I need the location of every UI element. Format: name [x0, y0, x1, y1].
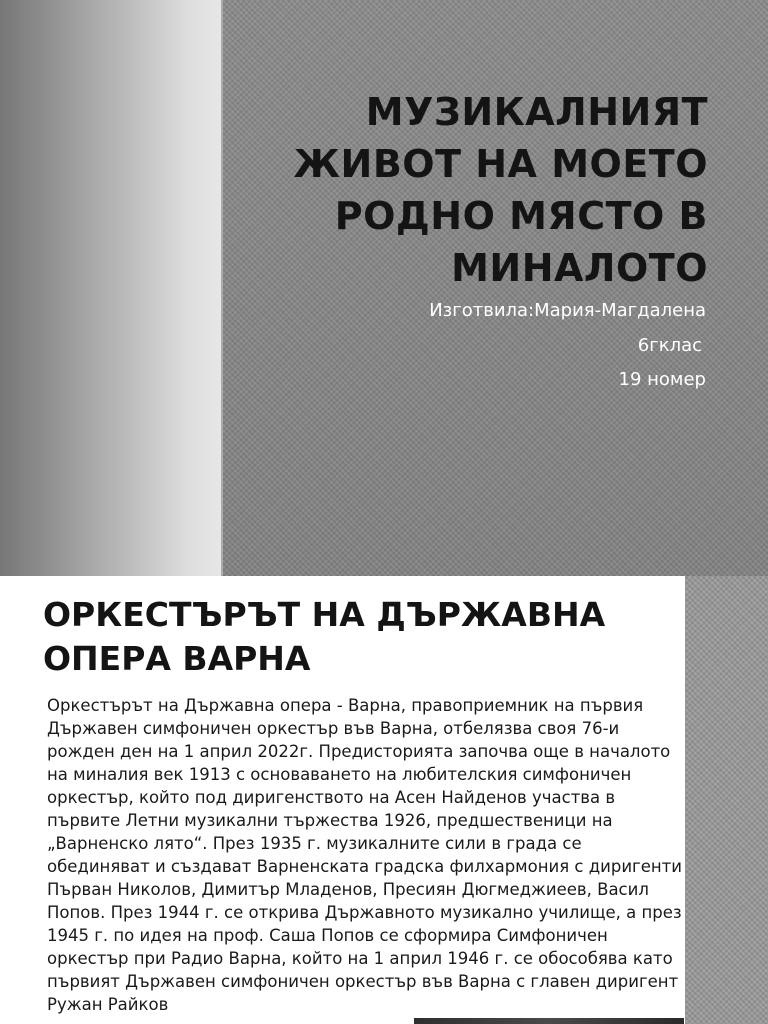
slide-right-textured-band: [685, 576, 768, 1024]
class-line: 6гклас: [637, 335, 702, 356]
author-line: Изготвила:Мария-Магдалена: [429, 300, 706, 321]
slide-title: МУЗИКАЛНИЯТ ЖИВОТ НА МОЕТО РОДНО МЯСТО В МИНАЛОТО: [293, 90, 708, 290]
panel-divider: [221, 0, 223, 576]
slide-heading: ОРКЕСТЪРЪТ НА ДЪРЖАВНА ОПЕРА ВАРНА: [43, 595, 606, 678]
slide-photo: [414, 1018, 684, 1024]
content-slide: [0, 576, 768, 1024]
number-line: 19 номер: [618, 369, 706, 390]
slide-body-text: Оркестърът на Държавна опера - Варна, правоприемник на първия Държавен симфоничен оркестър във Варна, отбелязва своя 76-и рожден ден на 1 април 2022г. Предисторията започва още в началото на миналия век 1913 с основаването на любителския симфоничен оркестър, който под диригенството на Асен Найденов участва в първите Летни музикални тържества 1926, предшественици на „Варненско лято“. През 1935 г. музикалните сили в града се обединяват и създават Варненската градска филхармония с диригенти Първан Николов, Димитър Младенов, Пресиян Дюгмеджиеев, Васил Попов. През 1944 г. се открива Държавното музикално училище, а през 1945 г. по идея на проф. Саша Попов се сформира Симфоничен оркестър при Радио Варна, който на 1 април 1946 г. се обособява като първият Държавен симфоничен оркестър във Варна с главен диригент Ружан Райков: [47, 696, 682, 1014]
slide-left-gradient-panel: [0, 0, 223, 576]
